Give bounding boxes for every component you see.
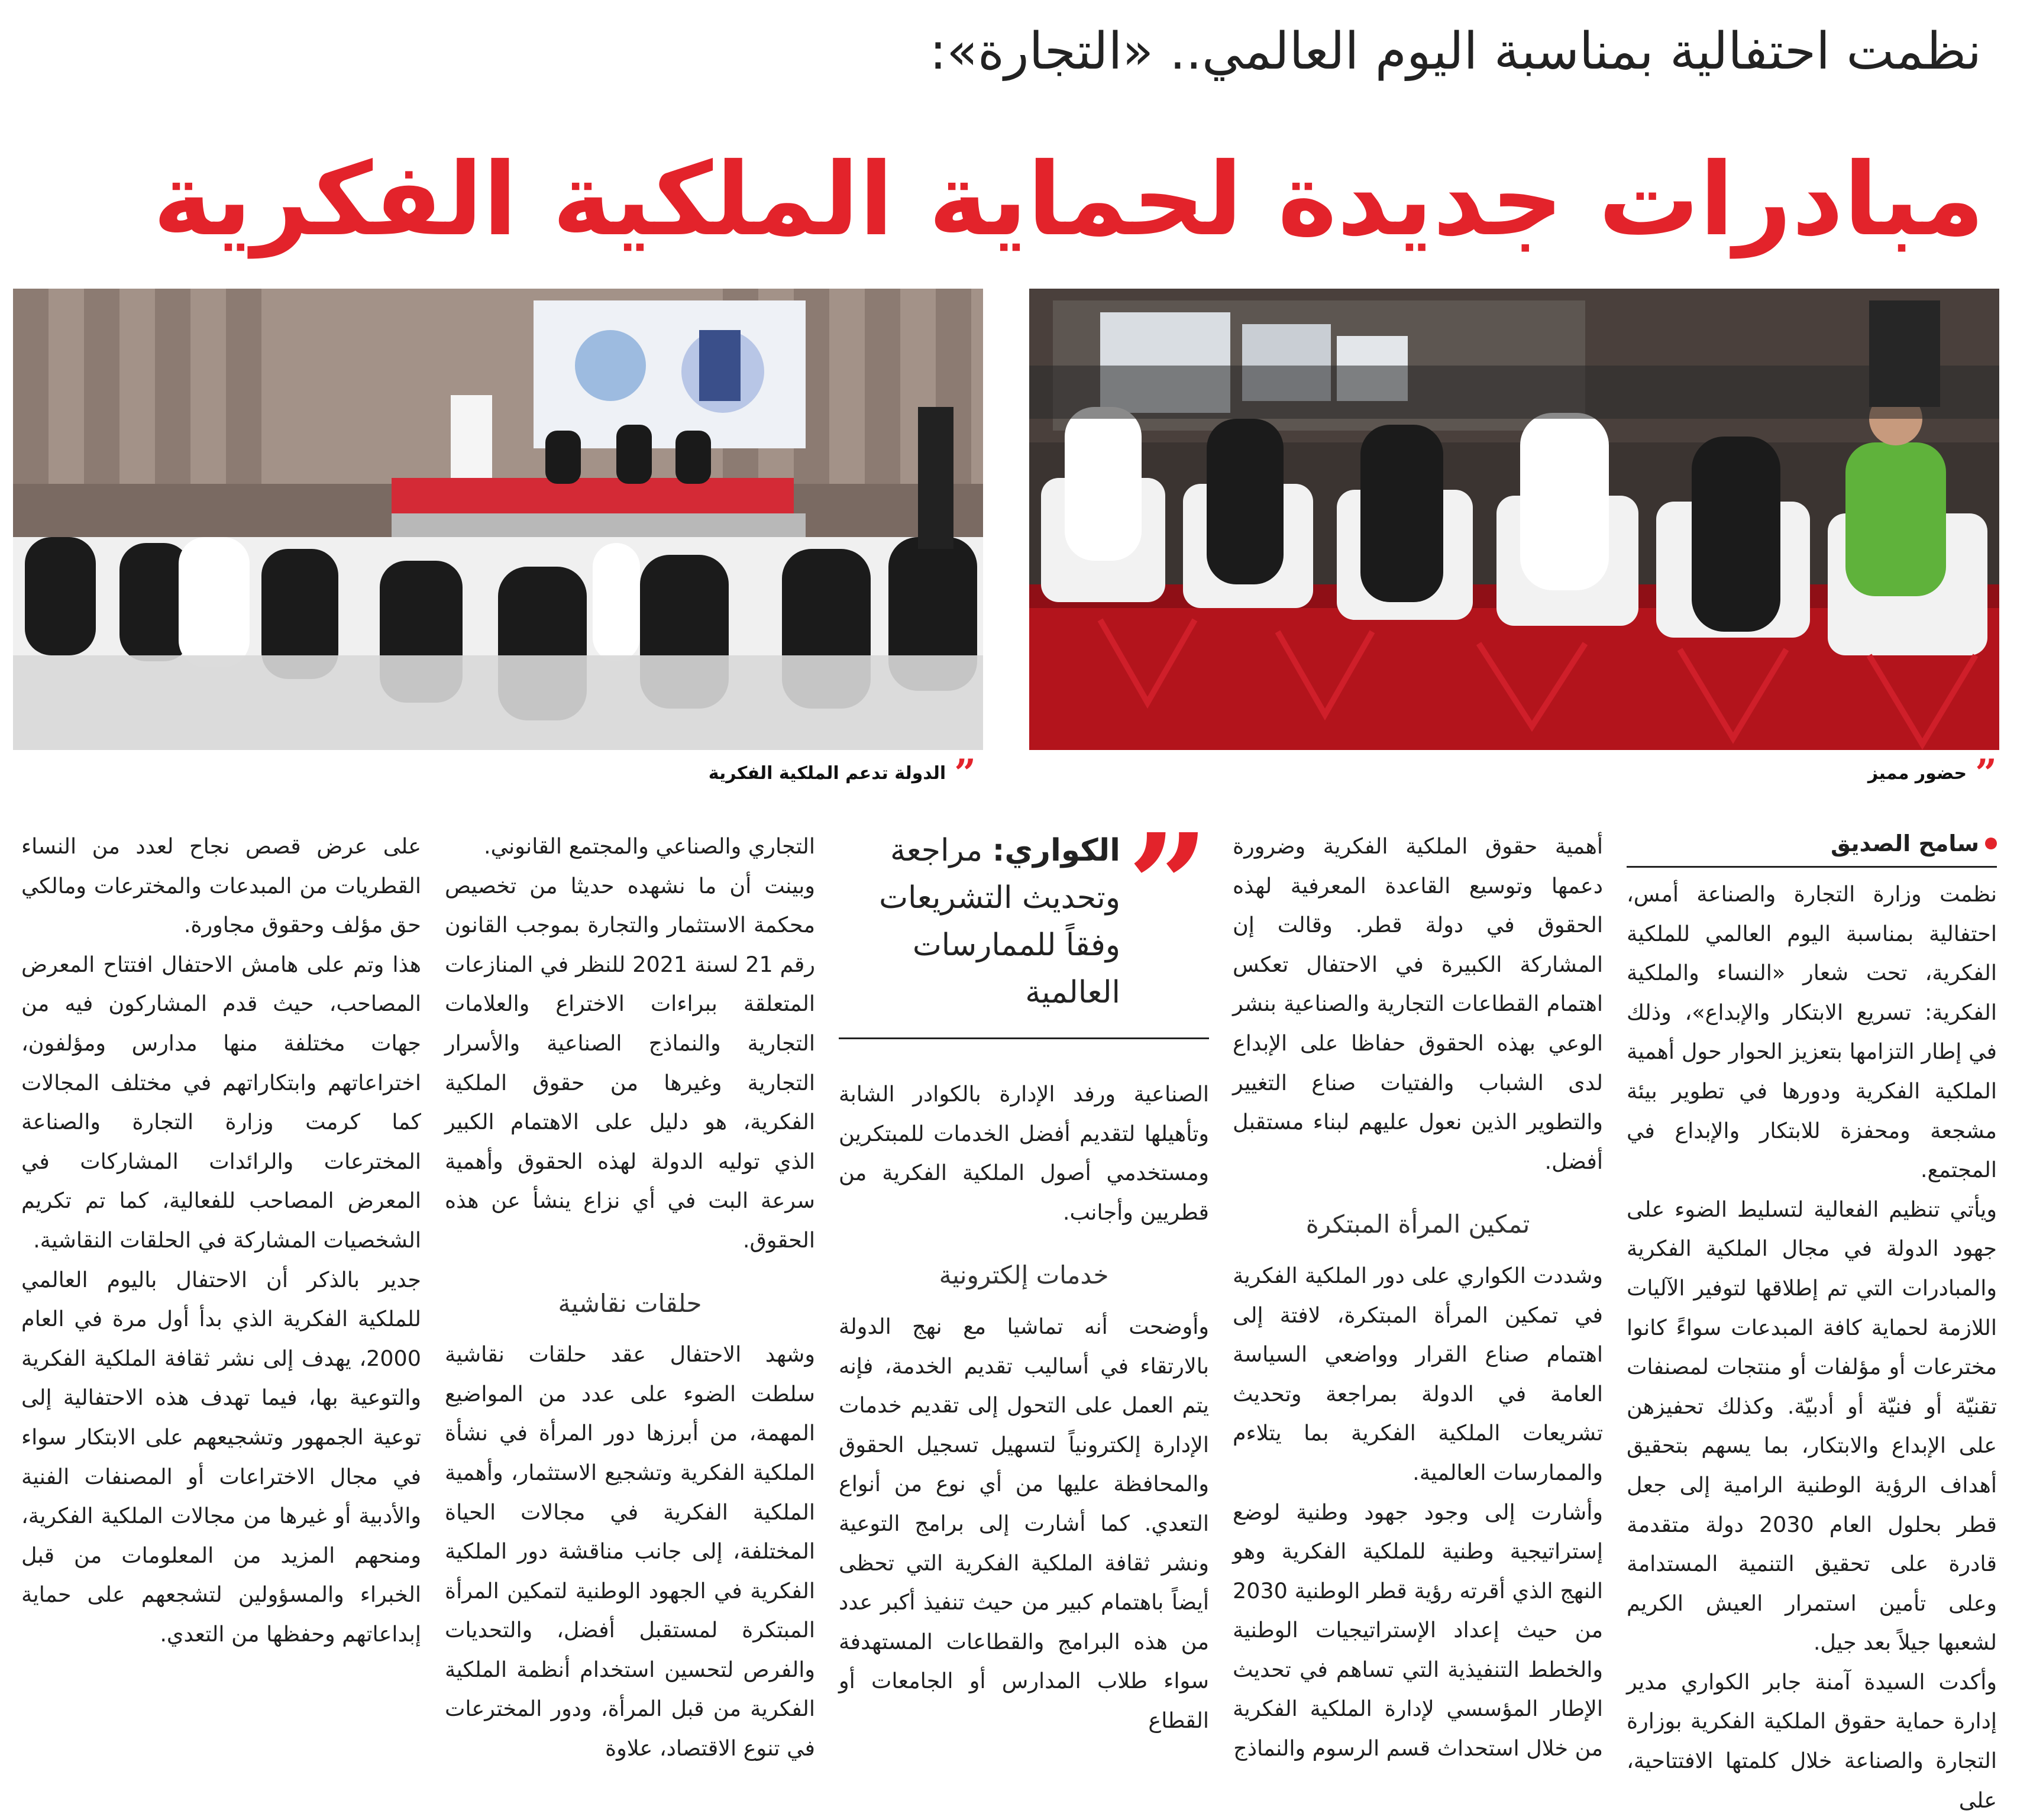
paragraph: وشهد الاحتفال عقد حلقات نقاشية سلطت الضوء على عدد من المواضيع المهمة، من أبرزها دور المرأة في نشأة الملكية الفكرية وتشجيع الاستثمار، وأهمية الملكية الفكرية في مجالات الحياة المختلفة، إلى جانب مناقشة دور الملكية الفكرية في الجهود الوطنية لتمكين المرأة المبتكرة لمستقبل أفضل، والتحديات والفرص لتحسين استخدام أنظمة الملكية الفكرية من قبل المرأة، ودور المخترعات في تنوع الاقتصاد، علاوة [445,1341,815,1761]
article-kicker: نظمت احتفالية بمناسبة اليوم العالمي.. «التجارة»: [929,22,1982,81]
paragraph: نظمت وزارة التجارة والصناعة أمس، احتفالية بمناسبة اليوم العالمي للملكية الفكرية، تحت شعار «النساء والملكية الفكرية: تسريع الابتكار والإبداع»، وذلك في إطار التزامها بتعزيز الحوار حول أهمية الملكية الفكرية ودورها في تطوير بيئة مشجعة ومحفزة للابتكار والإبداع في المجتمع. [1627,881,1997,1183]
paragraph: وأوضحت أنه تماشيا مع نهج الدولة بالارتقاء في أساليب تقديم الخدمة، فإنه يتم العمل على التحول إلى تقديم خدمات الإدارة إلكترونياً لتسهيل تسجيل الحقوق والمحافظة عليها من أي نوع من أنواع التعدي. كما أشارت إلى برامج التوعية ونشر ثقافة الملكية الفكرية التي تحظى أيضاً باهتمام كبير من حيث تنفيذ أكبر عدد من هذه البرامج والقطاعات المستهدفة سواء طلاب المدارس أو الجامعات أو القطاع [839,1313,1209,1733]
paragraph: ويأتي تنظيم الفعالية لتسليط الضوء على جهود الدولة في مجال الملكية الفكرية والمبادرات التي تم إطلاقها لتوفير الآليات اللازمة لحماية كافة المبدعات سواءً كانوا مخترعات أو مؤلفات أو منتجات لمصنفات تقنيّة أو فنيّة أو أدبيّة. وكذلك تحفيزهن على الإبداع والابتكار، بما يسهم بتحقيق أهداف الرؤية الوطنية الرامية إلى جعل قطر بحلول العام 2030 دولة متقدمة قادرة على تحقيق التنمية المستدامة وعلى تأمين استمرار العيش الكريم لشعبها جيلاً بعد جيل. [1627,1196,1997,1656]
photo-audience-front-row [1029,289,1999,750]
article-column-3 [839,803,1209,1733]
photo-caption-hall [708,751,976,796]
pull-quote-speaker: الكواري: [992,833,1120,868]
article-column-4 [445,827,815,1761]
photo-caption-audience [1867,751,1997,796]
caption-text: الدولة تدعم الملكية الفكرية [708,763,946,784]
paragraph: وأكدت السيدة آمنة جابر الكواري مدير إدارة حماية حقوق الملكية الفكرية بوزارة التجارة والصناعة خلال كلمتها الافتتاحية، على [1627,1669,1997,1813]
pull-quote-box [839,803,1209,1039]
quote-mark-icon: ” [954,751,976,796]
section-subhead: حلقات نقاشية [558,1288,702,1318]
bullet-dot-icon [1985,838,1997,849]
article-column-2 [1233,827,1603,1761]
caption-text: حضور مميز [1867,763,1967,784]
quote-mark-icon: ” [1127,803,1209,969]
section-subhead: تمكين المرأة المبتكرة [1305,1210,1530,1239]
article-column-5 [21,827,421,1647]
paragraph: أهمية حقوق الملكية الفكرية وضرورة دعمها وتوسيع القاعدة المعرفية لهذه الحقوق في دولة قطر. وقالت إن المشاركة الكبيرة في الاحتفال تعكس اهتمام القطاعات التجارية والصناعية بنشر الوعي بهذه الحقوق حفاظا على الإبداع لدى الشباب والفتيات صناع التغيير والتطوير الذين نعول عليهم لبناء مستقبل أفضل. [1233,833,1603,1174]
paragraph: وأشارت إلى وجود جهود وطنية لوضع إستراتيجية وطنية للملكية الفكرية وهو النهج الذي أقرته رؤية قطر الوطنية 2030 من حيث إعداد الإستراتيجيات الوطنية والخطط التنفيذية التي تساهم في تحديث الإطار المؤسسي لإدارة الملكية الفكرية من خلال استحداث قسم الرسوم والنماذج [1233,1499,1603,1761]
author-name: سامح الصديق [1831,830,1979,856]
paragraph: هذا وتم على هامش الاحتفال افتتاح المعرض المصاحب، حيث قدم المشاركون فيه من جهات مختلفة منها مدارس ومؤلفون، اختراعاتهم وابتكاراتهم في مختلف المجالات كما كرمت وزارة التجارة والصناعة المخترعات والرائدات المشاركات في المعرض المصاحب للفعالية، كما تم تكريم الشخصيات المشاركة في الحلقات النقاشية. [21,951,421,1253]
pull-quote-text [839,827,1120,1016]
paragraph: على عرض قصص نجاح لعدد من النساء القطريات من المبدعات والمخترعات ومالكي حق مؤلف وحقوق مجاورة. [21,833,421,938]
section-subhead: خدمات إلكترونية [939,1260,1109,1290]
article-headline: مبادرات جديدة لحماية الملكية الفكرية [153,141,1984,258]
paragraph: التجاري والصناعي والمجتمع القانوني. [484,833,815,859]
photo-conference-hall [13,289,983,750]
paragraph: وشددت الكواري على دور الملكية الفكرية في تمكين المرأة المبتكرة، لافتة إلى اهتمام صناع القرار وواضعي السياسة العامة في الدولة بمراجعة وتحديث تشريعات الملكية الفكرية بما يتلاءم والممارسات العالمية. [1233,1262,1603,1485]
pull-quote-body: مراجعة وتحديث التشريعات وفقاً للممارسات العالمية [879,833,1120,1010]
article-column-1 [1627,827,1997,1813]
paragraph: وبينت أن ما نشهده حديثا من تخصيص محكمة الاستثمار والتجارة بموجب القانون رقم 21 لسنة 2021 للنظر في المنازعات المتعلقة ببراءات الاختراع والعلامات التجارية والنماذج الصناعية والأسرار التجارية وغيرها من حقوق الملكية الفكرية، هو دليل على الاهتمام الكبير الذي توليه الدولة لهذه الحقوق وأهمية سرعة البت في أي نزاع ينشأ عن هذه الحقوق. [445,872,815,1253]
author-byline [1627,827,1997,868]
paragraph: جدير بالذكر أن الاحتفال باليوم العالمي للملكية الفكرية الذي بدأ أول مرة في العام 2000، يهدف إلى نشر ثقافة الملكية الفكرية والتوعية بها، فيما تهدف هذه الاحتفالية إلى توعية الجمهور وتشجيعهم على الابتكار سواء في مجال الاختراعات أو المصنفات الفنية والأدبية أو غيرها من مجالات الملكية الفكرية، ومنحهم المزيد من المعلومات من قبل الخبراء والمسؤولين لتشجعهم على حماية إبداعاتهم وحفظها من التعدي. [21,1266,421,1647]
quote-mark-icon: ” [1975,751,1997,796]
paragraph: الصناعية ورفد الإدارة بالكوادر الشابة وتأهيلها لتقديم أفضل الخدمات للمبتكرين ومستخدمي أصول الملكية الفكرية من قطريين وأجانب. [839,1081,1209,1225]
